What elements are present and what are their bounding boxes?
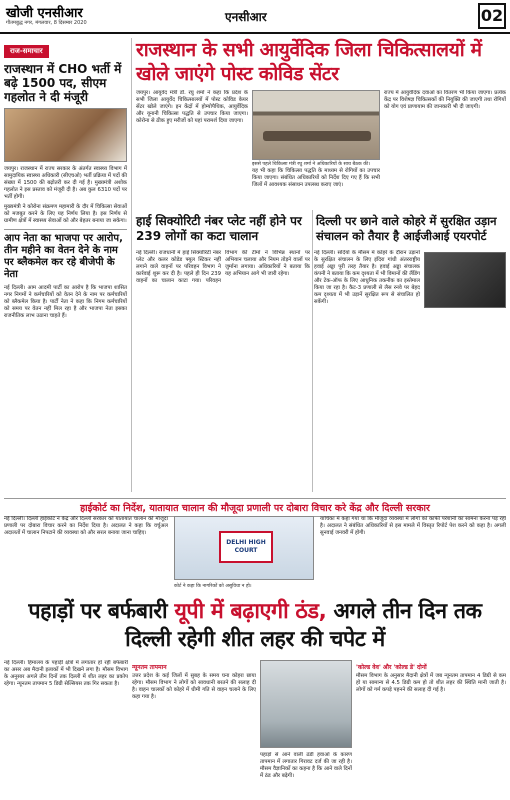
weather-col-4 (356, 660, 506, 798)
column-divider (312, 210, 313, 492)
fog-photo (260, 660, 352, 748)
court-photo (174, 516, 314, 580)
weather-col4-subhead: 'कोल्ड वेव' और 'कोल्ड डे' दोनों (356, 664, 427, 671)
section-name: एनसीआर (225, 10, 267, 24)
lead-col-b (252, 90, 380, 206)
left-body (4, 166, 127, 225)
meeting-photo (252, 90, 380, 160)
story2-body (136, 250, 310, 492)
court-right-text: याचिका में कहा गया था कि मौजूदा व्यवस्था में लोगों को काफी परेशानी का सामना करना पड़ रहा है। अदालत ने संबंधित अधिकारियों से इस मामले में विस्तृत रिपोर्ट पेश करने को कहा है। अगली सुनवाई जनवरी में होगी। (320, 516, 506, 536)
lead-col-b-text: यह भी कहा कि चिकित्सा पद्धति के माध्यम से रोगियों का उपचार किया जाएगा। संबंधित अधिकारियों को निर्देश दिए गए हैं कि सभी जिलों में आवश्यक संसाधन उपलब्ध कराए जाएं। (252, 168, 380, 188)
weather-col-2 (132, 660, 256, 798)
weather-col2-text: उत्तर प्रदेश के कई जिलों में सुबह के समय घना कोहरा छाया रहेगा। मौसम विभाग ने लोगों को सावधानी बरतने की सलाह दी है। वाहन चालकों को कोहरे में धीमी गति से वाहन चलाने के लिए कहा गया है। (132, 673, 256, 700)
lead-col-a: जयपुर। आयुर्वेद मंत्री डॉ. रघु शर्मा ने कहा कि प्रदेश के सभी जिला आयुर्वेद चिकित्सालयों में पोस्ट कोविड केयर सेंटर खोले जाएंगे। इन केंद्रों में होम्योपैथिक, आयुर्वेदिक और यूनानी चिकित्सा पद्धति से उपचार किया जाएगा। कोरोना से ठीक हुए मरीजों को यहां परामर्श दिया जाएगा। (136, 90, 248, 124)
left-body-para: नई दिल्ली। आम आदमी पार्टी का आरोप है कि भाजपा शासित नगर निगमों ने कर्मचारियों को वेतन देने के नाम पर कर्मचारियों को ब्लैकमेल किया है। पार्टी नेता ने कहा कि निगम कर्मचारियों को समय पर वेतन नहीं मिल रहा है और भाजपा नेता इसका राजनीतिक लाभ उठाना चाहते हैं। (4, 285, 127, 319)
fog-airport-photo (424, 252, 506, 308)
high-court-sign: DELHI HIGH COURT (219, 531, 273, 563)
story3-headline: दिल्ली पर छाने वाले कोहरे में सुरक्षित उड़ान संचालन को तैयार है आईजीआई एयरपोर्ट (316, 214, 497, 243)
paper-name: खोजी एनसीआर (6, 6, 83, 21)
left-body-2 (4, 285, 127, 320)
weather-col4-text: मौसम विभाग के अनुसार मैदानी क्षेत्रों में जब न्यूनतम तापमान 4 डिग्री से कम हो या सामान्य से 4.5 डिग्री कम हो तो शीत लहर की स्थिति मानी जाती है। लोगों को गर्म कपड़े पहनने की सलाह दी गई है। (356, 673, 506, 693)
left-column (4, 38, 132, 492)
story3-body (314, 250, 506, 492)
page-number: 02 (478, 3, 506, 29)
masthead (0, 0, 510, 34)
photo-caption: इससे पहले चिकित्सा मंत्री रघु शर्मा ने अधिकारियों के साथ बैठक की। (252, 162, 371, 167)
lead-col-c: राज्य में आयुर्वेदिक दवाओं का वितरण भी किया जाएगा। प्रत्येक केंद्र पर विशेषज्ञ चिकित्सकों की नियुक्ति की जाएगी तथा रोगियों को योग एवं प्राणायाम की जानकारी भी दी जाएगी। (384, 90, 506, 110)
cm-photo (4, 108, 127, 162)
weather-story (4, 660, 506, 798)
left-body-para: मुख्यमंत्री ने कोरोना संक्रमण महामारी के दौर में चिकित्सा सेवाओं को मजबूत करने के लिए यह निर्णय लिया है। इस निर्णय से ग्रामीण क्षेत्रों में स्वास्थ्य सेवाओं को और बेहतर बनाया जा सकेगा। (4, 204, 127, 224)
weather-headline-part3: अगले तीन दिन तक दिल्ली रहेगी शीत लहर की चपेट में (125, 599, 482, 652)
left-body-para: जयपुर। राजस्थान में राज्य सरकार के अंतर्गत स्वास्थ्य विभाग में सामुदायिक स्वास्थ्य अधिकारी (सीएचओ) भर्ती प्रक्रिया में पदों की संख्या में 1500 की बढ़ोतरी कर दी गई है। मुख्यमंत्री अशोक गहलोत ने इस प्रस्ताव को मंजूरी दी है। अब कुल 6310 पदों पर भर्ती होगी। (4, 166, 128, 200)
story2-columns: नई दिल्ली। राजधानी में हाई सिक्योरिटी नंबर प्लेट और कलर कोडेड फ्यूल स्टिकर नहीं लगाने वाले वाहनों पर परिवहन विभाग ने कार्रवाई शुरू कर दी है। पहले ही दिन 239 वाहनों का चालान काटा गया। परिवहन विभाग की टीमों ने विभिन्न स्थानों पर अभियान चलाया और नियम तोड़ने वालों पर जुर्माना लगाया। अधिकारियों ने बताया कि यह अभियान आगे भी जारी रहेगा। (136, 250, 310, 284)
court-caption: कोर्ट ने कहा कि नागरिकों को असुविधा न हो। (174, 584, 252, 589)
weather-col-1: नई दिल्ली। हिमालय के पहाड़ी क्षेत्रों में लगातार हो रही बर्फबारी का असर अब मैदानी इलाकों में भी दिखने लगा है। मौसम विभाग के अनुसार अगले तीन दिनों तक दिल्ली में शीत लहर का प्रकोप रहेगा। न्यूनतम तापमान 5 डिग्री सेल्सियस तक गिर सकता है। (4, 660, 128, 687)
weather-col-3: पहाड़ों से आने वाली ठंडी हवाओं के कारण तापमान में लगातार गिरावट दर्ज की जा रही है। मौसम वैज्ञानिकों का कहना है कि आने वाले दिनों में ठंड और बढ़ेगी। (260, 752, 352, 779)
story2-headline: हाई सिक्योरिटी नंबर प्लेट नहीं होने पर 239 लोगों का कटा चालान (136, 214, 302, 243)
court-story (4, 516, 506, 592)
court-headline: हाईकोर्ट का निर्देश, यातायात चालान की मौजूदा प्रणाली पर दोबारा विचार करे केंद्र और दिल्ली सरकार (4, 498, 506, 517)
weather-headline (4, 598, 506, 654)
left-headline: राजस्थान में CHO भर्ती में बढ़े 1500 पद, सीएम गहलोत ने दी मंजूरी (4, 62, 122, 104)
weather-col2-subhead: न्यूनतम तापमान (132, 664, 167, 671)
section-tag: राज-समाचार (4, 45, 49, 58)
lead-body-row (136, 90, 506, 206)
story3-text: नई दिल्ली। सर्दियों के मौसम में कोहरे के दौरान उड़ानों के सुरक्षित संचालन के लिए इंदिरा गांधी अंतरराष्ट्रीय हवाई अड्डा पूरी तरह तैयार है। हवाई अड्डा संचालक कंपनी ने बताया कि कम दृश्यता में भी विमानों की लैंडिंग और टेक-ऑफ के लिए आधुनिक तकनीक का इस्तेमाल किया जा रहा है। कैट-3 प्रणाली से लैस रनवे पर बेहद कम दृश्यता में भी उड़ानें सुरक्षित रूप से संचालित हो सकेंगी। (314, 250, 420, 305)
date-line: गौतमबुद्ध नगर, मंगलवार, 8 दिसम्बर 2020 (6, 20, 87, 26)
lead-story (136, 38, 506, 86)
left-subheadline: आप नेता का भाजपा पर आरोप, तीन महीने का वेतन देने के नाम पर ब्लैकमेल कर रहे बीजेपी के नेता (4, 229, 127, 281)
lead-headline: राजस्थान के सभी आयुर्वेदिक जिला चिकित्सालयों में खोले जाएंगे पोस्ट कोविड सेंटर (136, 39, 482, 85)
weather-headline-part1: पहाड़ों पर बर्फबारी (28, 599, 168, 624)
weather-headline-part2: यूपी में बढ़ाएगी ठंड, (174, 599, 327, 624)
court-left-text: नई दिल्ली। दिल्ली हाईकोर्ट ने केंद्र और दिल्ली सरकार को यातायात चालान की मौजूदा प्रणाली पर दोबारा विचार करने का निर्देश दिया है। अदालत ने कहा कि वर्चुअल अदालतों में चालान निपटाने की व्यवस्था को और सरल बनाया जाना चाहिए। (4, 516, 168, 536)
